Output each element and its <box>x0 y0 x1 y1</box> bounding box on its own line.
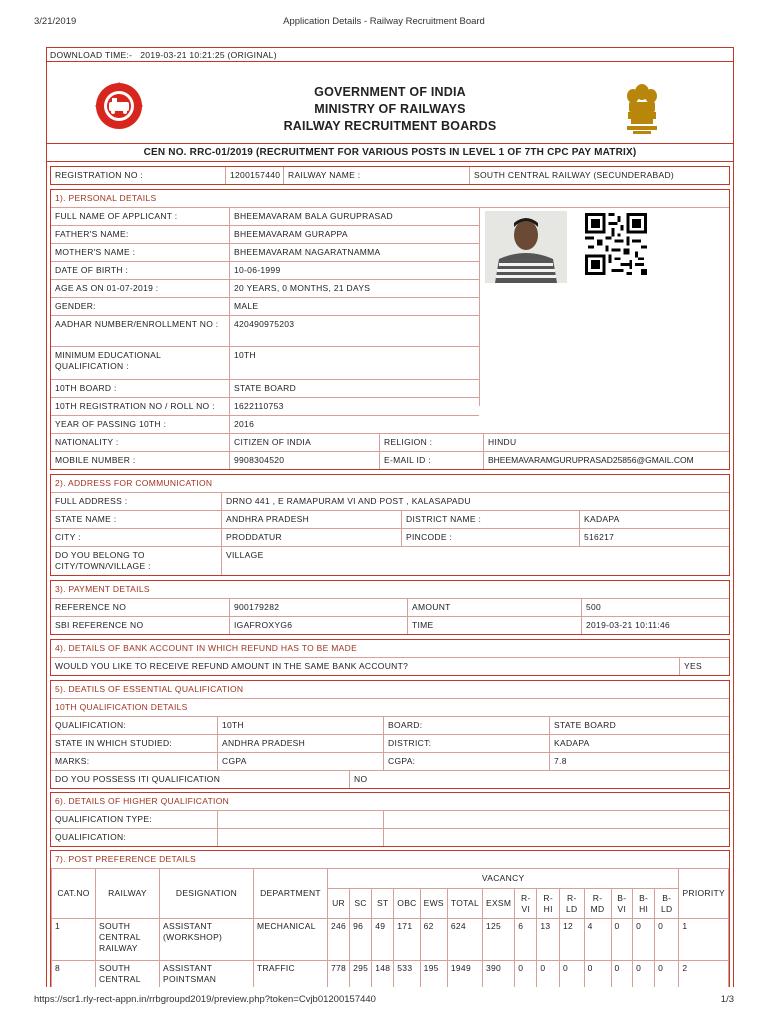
gender: MALE <box>229 298 479 315</box>
board-10th: STATE BOARD <box>229 380 479 397</box>
railway-name-label: RAILWAY NAME : <box>283 167 469 184</box>
vac-col-r-md: R-MD <box>584 889 611 919</box>
priority: 1 <box>679 919 729 961</box>
aadhar: 420490975203 <box>229 316 479 346</box>
email-id: BHEEMAVARAMGURUPRASAD25856@GMAIL.COM <box>483 452 729 469</box>
cgpa: 7.8 <box>549 753 729 770</box>
designation: ASSISTANT POINTSMAN <box>160 961 254 988</box>
vacancy-value: 295 <box>350 961 372 988</box>
vacancy-value: 390 <box>482 961 514 988</box>
dob: 10-06-1999 <box>229 262 479 279</box>
vacancy-value: 0 <box>633 919 655 961</box>
vacancy-value: 0 <box>611 919 633 961</box>
col-priority: PRIORITY <box>679 869 729 919</box>
higher-heading: 6). DETAILS OF HIGHER QUALIFICATION <box>51 793 729 810</box>
vac-col-r-ld: R-LD <box>559 889 584 919</box>
qr-code-icon <box>583 213 649 275</box>
vacancy-value: 6 <box>515 919 537 961</box>
print-date: 3/21/2019 <box>34 16 77 27</box>
col-designation: DESIGNATION <box>160 869 254 919</box>
document-header <box>47 62 733 144</box>
gov-title: GOVERNMENT OF INDIA <box>314 85 466 99</box>
download-time: DOWNLOAD TIME:- 2019-03-21 10:21:25 (ORIGINAL) <box>47 48 733 62</box>
vacancy-value: 0 <box>633 961 655 988</box>
vacancy-value: 96 <box>350 919 372 961</box>
page-number: 1/3 <box>720 994 734 1005</box>
reg-no-value: 1200157440 <box>225 167 283 184</box>
vacancy-value: 624 <box>447 919 482 961</box>
min-qualification: 10TH <box>229 347 479 379</box>
father-name: BHEEMAVARAM GURAPPA <box>229 226 479 243</box>
vac-col-r-hi: R-HI <box>537 889 560 919</box>
bank-heading: 4). DETAILS OF BANK ACCOUNT IN WHICH REFUND HAS TO BE MADE <box>51 640 729 657</box>
vacancy-value: 533 <box>394 961 420 988</box>
print-title: Application Details - Railway Recruitment Board <box>283 16 485 27</box>
vacancy-value: 0 <box>584 961 611 988</box>
reference-no: 900179282 <box>229 599 407 616</box>
marks: CGPA <box>217 753 383 770</box>
railway: SOUTH CENTRAL RAILWAY <box>96 919 160 961</box>
vacancy-value: 13 <box>537 919 560 961</box>
age: 20 YEARS, 0 MONTHS, 21 DAYS <box>229 280 479 297</box>
post-heading: 7). POST PREFERENCE DETAILS <box>51 851 729 868</box>
essential-heading: 5). DEATILS OF ESSENTIAL QUALIFICATION <box>51 681 729 698</box>
ashoka-emblem-icon <box>625 82 659 138</box>
vacancy-value: 0 <box>655 961 679 988</box>
vacancy-value: 4 <box>584 919 611 961</box>
mother-name: BHEEMAVARAM NAGARATNAMMA <box>229 244 479 261</box>
payment-section: 3). PAYMENT DETAILS REFERENCE NO 900179282 AMOUNT 500 SBI REFERENCE NO IGAFROXYG6 TIME 2019-03-21 10:11:46 <box>50 580 730 635</box>
vac-col-obc: OBC <box>394 889 420 919</box>
post-preference-table <box>51 868 729 987</box>
city-town-village: VILLAGE <box>221 547 729 575</box>
department: TRAFFIC <box>254 961 328 988</box>
roll-no: 1622110753 <box>229 398 479 415</box>
photo-qr-area <box>479 208 729 406</box>
pincode: 516217 <box>579 529 729 546</box>
vacancy-value: 0 <box>611 961 633 988</box>
bank-section: 4). DETAILS OF BANK ACCOUNT IN WHICH REFUND HAS TO BE MADE WOULD YOU LIKE TO RECEIVE REFUND AMOUNT IN THE SAME BANK ACCOUNT? YES <box>50 639 730 676</box>
address-section: 2). ADDRESS FOR COMMUNICATION FULL ADDRESS : DRNO 441 , E RAMAPURAM VI AND POST , KALASAPADU STATE NAME : ANDHRA PRADESH DISTRICT NAME : KADAPA CITY : PRODDATUR PINCODE : 516217 DO YOU BELONG TO CITY/TOWN/VILLAGE : VILLAGE <box>50 474 730 576</box>
vacancy-value: 12 <box>559 919 584 961</box>
col-catno: CAT.NO <box>52 869 96 919</box>
col-railway: RAILWAY <box>96 869 160 919</box>
vacancy-value: 1949 <box>447 961 482 988</box>
vacancy-value: 49 <box>372 919 394 961</box>
registration-section <box>50 166 730 185</box>
vacancy-value: 62 <box>420 919 447 961</box>
iti-qualification: NO <box>349 771 729 788</box>
refund-same-account: YES <box>679 658 729 675</box>
personal-section: 1). PERSONAL DETAILS FULL NAME OF APPLICANT : BHEEMAVARAM BALA GURUPRASAD FATHER'S NAME: BHEEMAVARAM GURAPPA MOTHER'S NAME : BHEEMAVARAM NAGARATNAMMA DATE OF BIRTH : 10-06-1999 AGE AS ON 01-07-2019 : 20 YEARS, 0 MONTHS, 21 DAYS GENDER: MALE AADHAR NUMBER/ENROLLMENT NO : 420490975203 MINIMUM EDUCATIONAL QUALIFICATION : 10TH 10TH BOARD : STATE BOARD 10TH REGISTRATION NO / ROLL NO : 1622110753 YEAR OF PASSING 10TH : 2016 NATIONALITY : CITIZEN OF INDIA RELIGION : HINDU MOBILE NUMBER : 9908304520 E-MAIL ID : BHEEMAVARAMGURUPRASAD25856@GMAIL.COM <box>50 189 730 470</box>
browser-footer <box>34 994 734 1008</box>
post-section <box>50 850 730 987</box>
vac-col-b-vi: B-VI <box>611 889 633 919</box>
vacancy-value: 125 <box>482 919 514 961</box>
vacancy-value: 0 <box>559 961 584 988</box>
cat-no: 8 <box>52 961 96 988</box>
vacancy-value: 778 <box>328 961 350 988</box>
ministry-title: MINISTRY OF RAILWAYS <box>314 102 466 116</box>
vacancy-value: 195 <box>420 961 447 988</box>
payment-time: 2019-03-21 10:11:46 <box>581 617 729 634</box>
district: KADAPA <box>549 735 729 752</box>
reg-no-label: REGISTRATION NO : <box>55 170 144 180</box>
board: STATE BOARD <box>549 717 729 734</box>
vacancy-value: 0 <box>655 919 679 961</box>
cat-no: 1 <box>52 919 96 961</box>
vacancy-value: 0 <box>515 961 537 988</box>
cen-title: CEN NO. RRC-01/2019 (RECRUITMENT FOR VARIOUS POSTS IN LEVEL 1 OF 7TH CPC PAY MATRIX) <box>47 144 733 162</box>
railway-name-value: SOUTH CENTRAL RAILWAY (SECUNDERABAD) <box>469 167 729 184</box>
board-title: RAILWAY RECRUITMENT BOARDS <box>283 119 497 133</box>
essential-section: 5). DEATILS OF ESSENTIAL QUALIFICATION 10TH QUALIFICATION DETAILS QUALIFICATION: 10TH BOARD: STATE BOARD STATE IN WHICH STUDIED: ANDHRA PRADESH DISTRICT: KADAPA MARKS: CGPA CGPA: 7.8 DO YOU POSSESS ITI QUALIFICATION NO <box>50 680 730 789</box>
payment-heading: 3). PAYMENT DETAILS <box>51 581 729 598</box>
table-row <box>52 919 729 961</box>
higher-qualification <box>217 829 383 846</box>
col-vacancy: VACANCY <box>328 869 679 889</box>
qualification: 10TH <box>217 717 383 734</box>
vac-col-r-vi: R-VI <box>515 889 537 919</box>
city: PRODDATUR <box>221 529 401 546</box>
applicant-name: BHEEMAVARAM BALA GURUPRASAD <box>229 208 479 225</box>
vac-col-ur: UR <box>328 889 350 919</box>
full-address: DRNO 441 , E RAMAPURAM VI AND POST , KALASAPADU <box>221 493 729 510</box>
mobile-number: 9908304520 <box>229 452 379 469</box>
state-studied: ANDHRA PRADESH <box>217 735 383 752</box>
priority: 2 <box>679 961 729 988</box>
table-row <box>52 961 729 988</box>
state-name: ANDHRA PRADESH <box>221 511 401 528</box>
department: MECHANICAL <box>254 919 328 961</box>
vac-col-st: ST <box>372 889 394 919</box>
year-of-passing: 2016 <box>229 416 479 433</box>
vac-col-sc: SC <box>350 889 372 919</box>
vacancy-value: 148 <box>372 961 394 988</box>
personal-heading: 1). PERSONAL DETAILS <box>51 190 729 207</box>
address-heading: 2). ADDRESS FOR COMMUNICATION <box>51 475 729 492</box>
railway: SOUTH CENTRAL <box>96 961 160 988</box>
vac-col-b-hi: B-HI <box>633 889 655 919</box>
religion: HINDU <box>483 434 729 451</box>
application-document <box>46 47 734 987</box>
page-url: https://scr1.rly-rect-appn.in/rrbgroupd2019/preview.php?token=Cvjb01200157440 <box>34 994 376 1005</box>
10th-qual-heading: 10TH QUALIFICATION DETAILS <box>51 698 729 716</box>
vacancy-value: 171 <box>394 919 420 961</box>
higher-section: 6). DETAILS OF HIGHER QUALIFICATION QUALIFICATION TYPE: QUALIFICATION: <box>50 792 730 847</box>
applicant-photo <box>485 211 567 283</box>
vac-col-total: TOTAL <box>447 889 482 919</box>
designation: ASSISTANT (WORKSHOP) <box>160 919 254 961</box>
qualification-type <box>217 811 383 828</box>
amount: 500 <box>581 599 729 616</box>
vac-col-ews: EWS <box>420 889 447 919</box>
col-department: DEPARTMENT <box>254 869 328 919</box>
nationality: CITIZEN OF INDIA <box>229 434 379 451</box>
browser-header <box>34 16 734 30</box>
district-name: KADAPA <box>579 511 729 528</box>
vacancy-value: 0 <box>537 961 560 988</box>
sbi-reference-no: IGAFROXYG6 <box>229 617 407 634</box>
vac-col-b-ld: B-LD <box>655 889 679 919</box>
vac-col-exsm: EXSM <box>482 889 514 919</box>
vacancy-value: 246 <box>328 919 350 961</box>
